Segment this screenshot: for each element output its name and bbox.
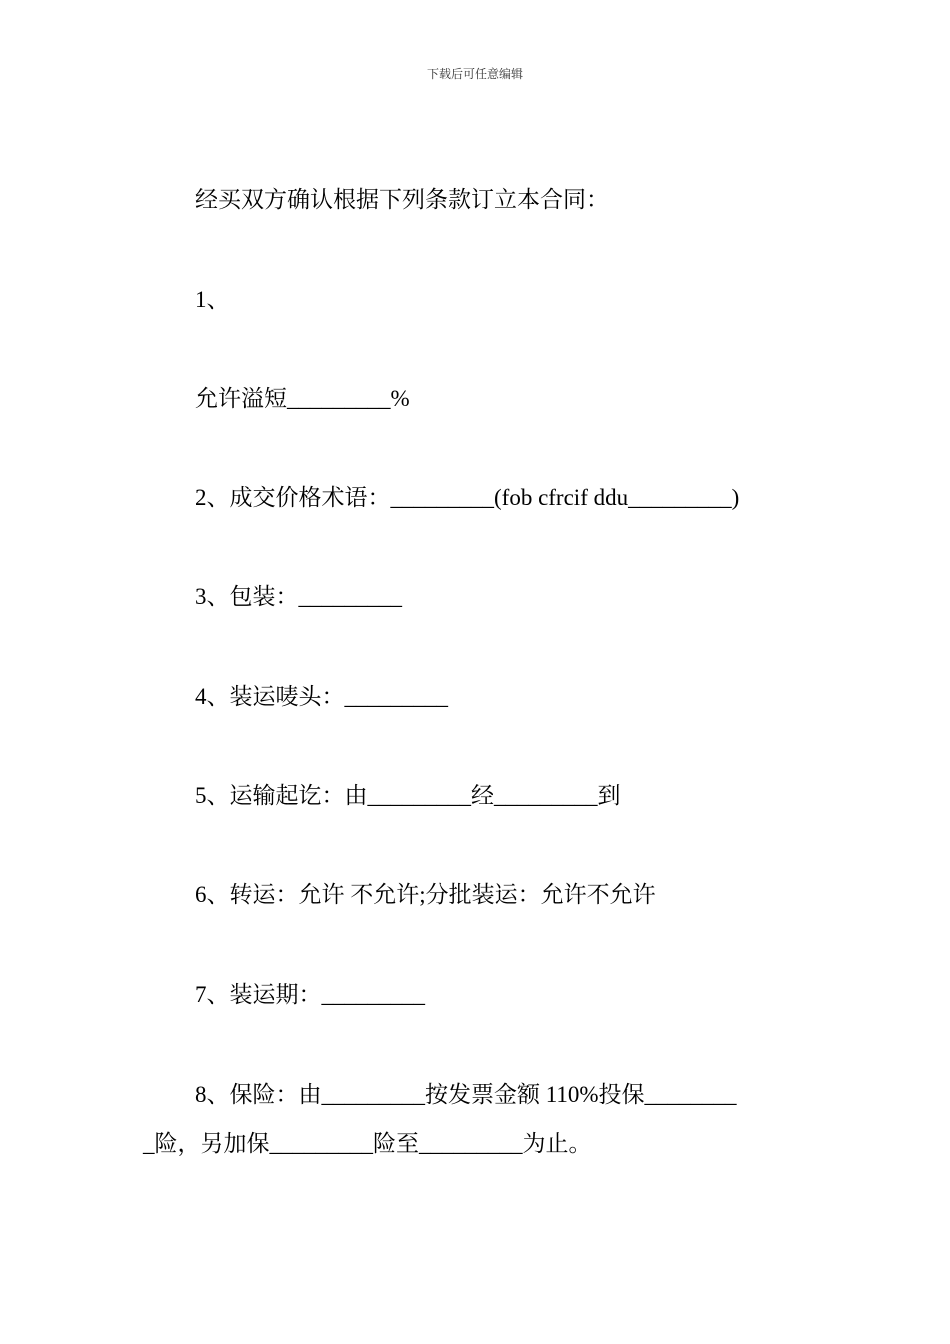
clause-1: 1、 <box>195 287 230 312</box>
clause-1-tolerance: 允许溢短_________% <box>195 386 410 411</box>
clause-2-price-terms: 2、成交价格术语：_________(fob cfrcif ddu_________) <box>195 485 740 510</box>
contract-intro: 经买双方确认根据下列条款订立本合同： <box>195 187 609 212</box>
clause-5-transport-route: 5、运输起讫：由_________经_________到 <box>195 783 621 808</box>
page-header: 下载后可任意编辑 <box>426 67 523 81</box>
clause-3-packing: 3、包装：_________ <box>195 584 402 609</box>
clause-6-transshipment: 6、转运：允许 不允许;分批装运：允许不允许 <box>195 882 656 907</box>
clause-8-insurance-line-2: _险，另加保_________险至_________为止。 <box>143 1131 592 1156</box>
clause-8-insurance-line-1: 8、保险：由_________按发票金额 110%投保________ <box>195 1082 737 1107</box>
clause-7-shipment-period: 7、装运期：_________ <box>195 982 425 1007</box>
clause-4-shipping-marks: 4、装运唛头：_________ <box>195 684 448 709</box>
